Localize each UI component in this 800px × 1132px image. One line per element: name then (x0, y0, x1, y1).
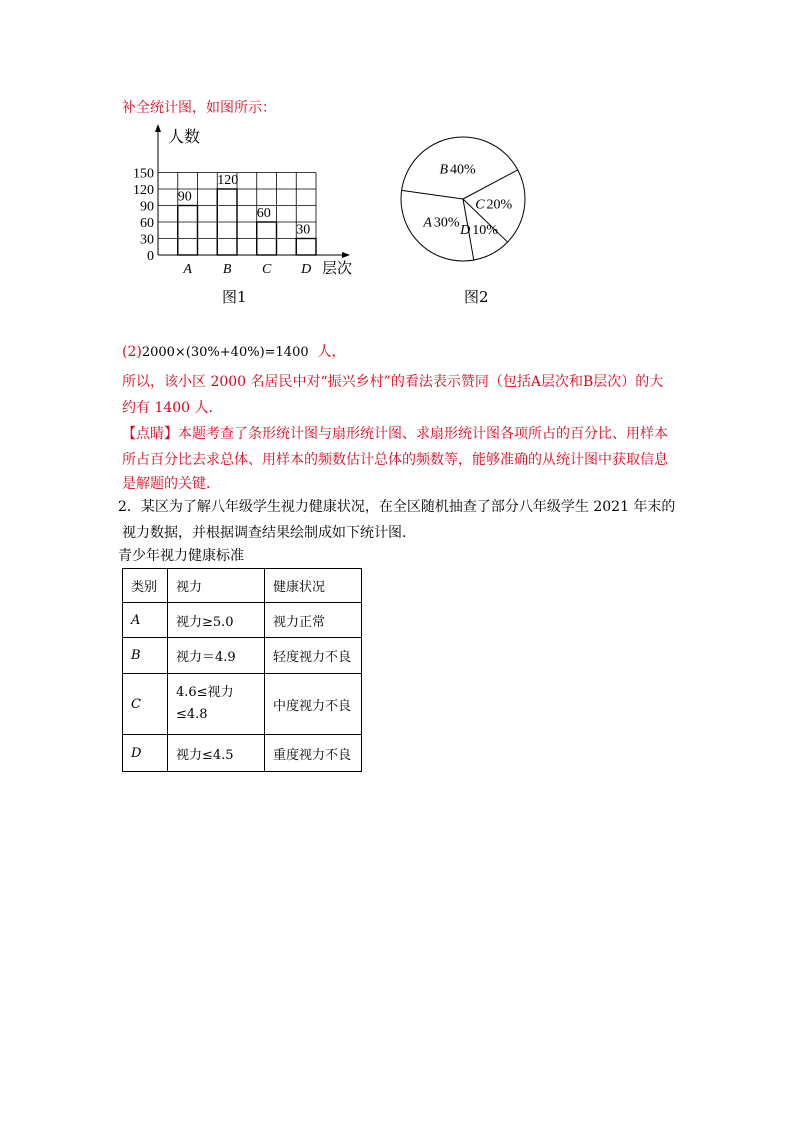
part2-formula: 2000×(30%+40%)=1400 (141, 345, 309, 360)
question2-line-2: 视力数据，并根据调查结果绘制成如下统计图. (122, 525, 407, 541)
table-cell-vision-line: ≤4.8 (176, 707, 208, 722)
table-cell-status: 视力正常 (265, 603, 362, 638)
x-tick-label: B (222, 262, 232, 277)
comment-text-1: 本题考查了条形统计图与扇形统计图、求扇形统计图各项所占的百分比、用样本 (178, 426, 668, 442)
bar-value-label: 120 (217, 173, 239, 188)
table-cell-status: 轻度视力不良 (265, 638, 362, 674)
bar-chart (133, 124, 352, 277)
pie-slice-category: A (423, 215, 432, 231)
comment-line-1 (122, 424, 668, 444)
y-tick-label: 0 (147, 249, 154, 264)
chart2-caption: 图2 (464, 288, 489, 306)
table-header-cell: 健康状况 (265, 569, 362, 603)
comment-line-2: 所占百分比去求总体、用样本的频数估计总体的频数等，能够准确的从统计图中获取信息 (122, 452, 668, 468)
table-cell-vision: 视力≤4.5 (168, 735, 265, 772)
y-tick-label: 60 (140, 216, 154, 231)
table-cell-vision: 视力＝4.9 (168, 638, 265, 674)
part2-formula-line (122, 342, 346, 363)
pie-slice-label (459, 223, 498, 238)
table-cell-vision-line: 4.6≤视力 (176, 685, 234, 700)
table-row (123, 735, 362, 772)
part2-unit: 人， (317, 344, 346, 360)
charts-figure (118, 124, 538, 318)
chart1-caption: 图1 (222, 288, 247, 306)
table-header-row (123, 569, 362, 603)
x-tick-label: D (301, 262, 312, 277)
y-tick-label: 90 (140, 199, 154, 215)
intro-text: 补全统计图，如图所示： (122, 100, 276, 116)
bar-value-label: 30 (296, 222, 311, 238)
pie-slice-label (439, 162, 476, 177)
pie-slice-category: C (475, 197, 485, 213)
table-cell-category: D (123, 735, 168, 772)
comment-tag: 【点睛】 (122, 426, 178, 442)
pie-slice-label (422, 215, 460, 230)
table-cell-vision: 视力≥5.0 (168, 603, 265, 638)
pie-chart (401, 137, 525, 261)
table-cell-vision (168, 674, 265, 735)
table-row (123, 638, 362, 674)
question2-line-1: 2．某区为了解八年级学生视力健康状况，在全区随机抽查了部分八年级学生 2021 年末的 (118, 499, 676, 515)
x-axis-arrow (342, 252, 350, 258)
part2-conclusion-1: 所以，该小区 2000 名居民中对“振兴乡村”的看法表示赞同（包括A层次和B层次）的大 (122, 374, 664, 390)
x-axis-label: 层次 (322, 259, 353, 277)
table-cell-category: A (123, 603, 168, 638)
table-header-cell: 视力 (168, 569, 265, 603)
vision-standard-table (122, 568, 362, 772)
pie-slice-value: 20% (486, 197, 513, 213)
part2-label: (2) (122, 344, 142, 360)
pie-slice-category: B (439, 162, 449, 178)
pie-slice-category: D (460, 223, 471, 239)
table-cell-status: 中度视力不良 (265, 674, 362, 735)
y-tick-label: 30 (140, 232, 154, 248)
bar-value-label: 90 (177, 189, 192, 205)
table-row (123, 603, 362, 638)
pie-slice-edge (402, 190, 463, 199)
table-header-cell: 类别 (123, 569, 168, 603)
table-cell-status: 重度视力不良 (265, 735, 362, 772)
bar (296, 239, 316, 256)
bar-value-label: 60 (256, 206, 271, 221)
x-tick-label: C (261, 262, 272, 277)
y-axis-arrow (155, 124, 161, 132)
table-cell-category: C (123, 674, 168, 735)
comment-line-3: 是解题的关键. (122, 476, 211, 492)
table-title: 青少年视力健康标准 (118, 548, 244, 564)
pie-slice-value: 30% (433, 215, 460, 231)
table-row (123, 674, 362, 735)
y-tick-label: 120 (133, 183, 154, 198)
pie-slice-value: 40% (450, 162, 476, 178)
bar (178, 206, 198, 256)
y-tick-label: 150 (133, 166, 154, 182)
pie-slice-value: 10% (472, 223, 498, 239)
table-cell-category: B (123, 638, 168, 674)
part2-conclusion-2: 约有 1400 人. (122, 400, 213, 416)
pie-slice-label (475, 197, 512, 212)
y-axis-label: 人数 (168, 127, 201, 146)
x-tick-label: A (183, 262, 192, 277)
